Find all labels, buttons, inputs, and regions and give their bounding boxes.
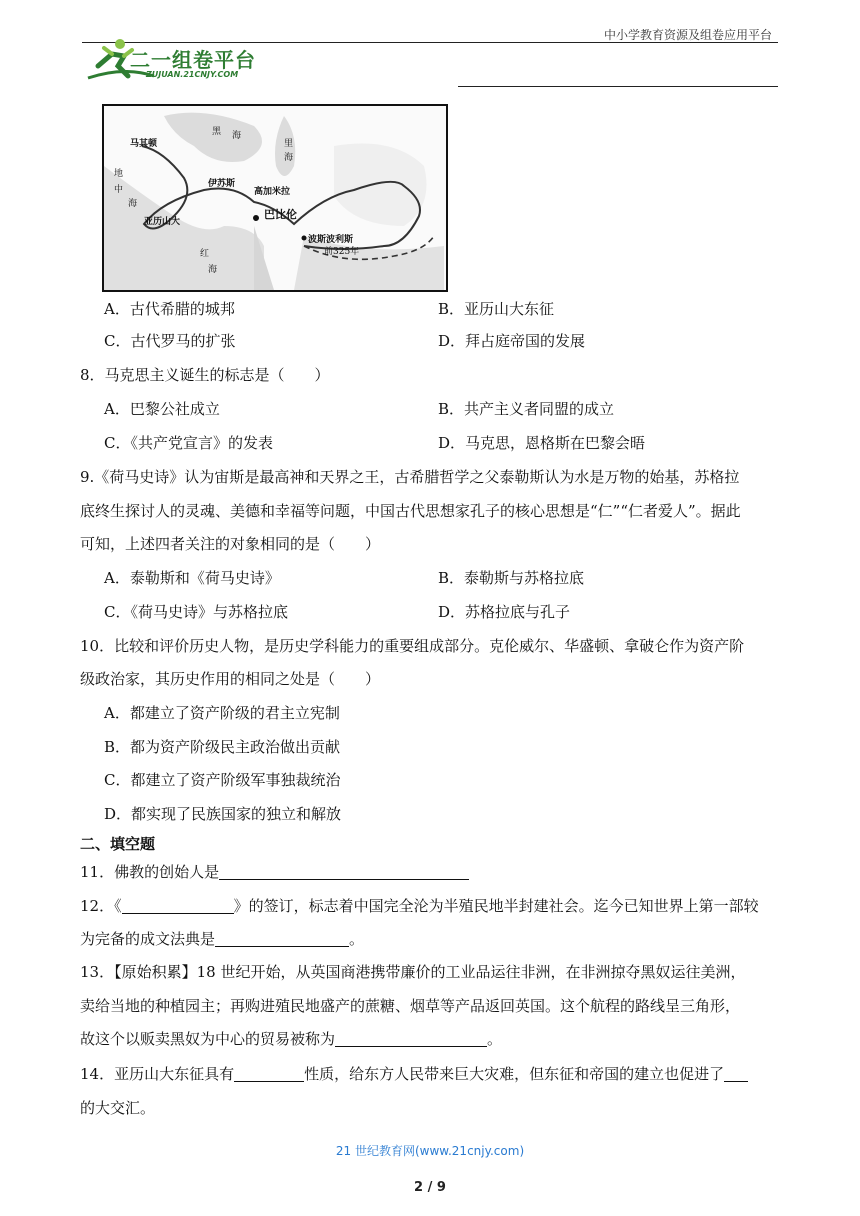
map-label-gaugamela: 高加米拉 (254, 187, 291, 197)
q7-option-a: A．古代希腊的城邦 (104, 300, 235, 318)
q7-option-b: B．亚历山大东征 (438, 300, 555, 318)
alexander-campaign-map (102, 104, 448, 292)
q10-line-2: 级政治家，其历史作用的相同之处是（ ） (80, 670, 381, 688)
map-label-sea: 海 (232, 131, 242, 141)
q7-option-c: C．古代罗马的扩张 (104, 332, 236, 350)
q7-option-d: D．拜占庭帝国的发展 (438, 332, 586, 350)
q8-option-a: A．巴黎公社成立 (104, 400, 220, 418)
q11 (80, 862, 469, 882)
q10-option-b: B．都为资产阶级民主政治做出贡献 (104, 738, 341, 756)
q13-line-3-text: 故这个以贩卖黑奴为中心的贸易被称为 (80, 1030, 336, 1048)
q13-line-1-rest: 18 世纪开始，从英国商港携带廉价的工业品运往非洲，在非洲掠夺黑奴运往美洲， (196, 963, 746, 981)
q10-line-1: 10．比较和评价历史人物，是历史学科能力的重要组成部分。克伦威尔、华盛顿、拿破仑作为资产阶 (80, 637, 745, 655)
q9-option-d: D．苏格拉底与孔子 (438, 603, 571, 621)
map-label-babylon: 巴比伦 (264, 208, 297, 221)
platform-name: 中小学教育资源及组卷应用平台 (603, 28, 772, 42)
q12-blank-2[interactable] (215, 931, 349, 947)
q14-mid: 性质，给东方人民带来巨大灾难，但东征和帝国的建立也促进了 (304, 1065, 725, 1083)
map-label-sea: 红 (200, 249, 210, 259)
q12-mid: 》的签订，标志着中国完全沦为半殖民地半封建社会。迄今已知世界上第一部较 (233, 897, 759, 915)
q10-option-a: A．都建立了资产阶级的君主立宪制 (104, 704, 340, 722)
q8-option-d: D．马克思，恩格斯在巴黎会晤 (438, 434, 646, 452)
q14-line-1 (80, 1064, 748, 1084)
logo-subtitle: ZUJUAN.21CNJY.COM (146, 70, 239, 79)
map-label-sea: 海 (128, 199, 138, 209)
q12-line-2 (80, 929, 364, 949)
map-label-year: 前325年 (324, 247, 360, 257)
q14-pre: 14．亚历山大东征具有 (80, 1065, 235, 1083)
map-label-issus: 伊苏斯 (208, 179, 236, 189)
q10-option-d: D．都实现了民族国家的独立和解放 (104, 805, 342, 823)
map-label-sea: 里 (284, 139, 294, 149)
map-label-macedonia: 马其顿 (130, 139, 158, 149)
footer-link[interactable]: 21 世纪教育网(www.21cnjy.com) (335, 1144, 525, 1158)
map-label-sea: 海 (208, 265, 218, 275)
q8-option-b: B．共产主义者同盟的成立 (438, 400, 615, 418)
q8-stem: 8．马克思主义诞生的标志是（ ） (80, 366, 330, 384)
q9-line-1: 9.《荷马史诗》认为宙斯是最高神和天界之王，古希腊哲学之父泰勒斯认为水是万物的始基，苏格拉 (80, 468, 740, 486)
q12-line-1 (80, 896, 759, 916)
logo-title: 二一组卷平台 (130, 48, 256, 72)
q13-line-2: 卖给当地的种植园主；再购进殖民地盛产的蔗糖、烟草等产品返回英国。这个航程的路线呈三角形， (80, 997, 741, 1015)
q9-line-2: 底终生探讨人的灵魂、美德和幸福等问题，中国古代思想家孔子的核心思想是“仁”“仁者爱人”。据此 (80, 502, 741, 520)
q14-blank-1[interactable] (234, 1066, 304, 1082)
q13-line-1 (80, 962, 745, 982)
q11-text: 11．佛教的创始人是 (80, 863, 220, 881)
map-label-sea: 中 (114, 185, 124, 195)
map-label-sea: 海 (284, 153, 294, 163)
q11-blank[interactable] (219, 864, 469, 880)
q14-line-2: 的大交汇。 (80, 1099, 156, 1117)
q8-option-c: C．《共产党宣言》的发表 (104, 434, 273, 452)
header-divider-2 (458, 86, 778, 87)
q13-num: 13． (80, 963, 115, 981)
page-number: 2 / 9 (414, 1180, 446, 1195)
q12-end: 。 (349, 930, 365, 948)
map-label-alexandria: 亚历山大 (144, 217, 181, 227)
map-label-sea: 地 (114, 169, 124, 179)
q12-pre: 12．《 (80, 897, 122, 915)
q12-line-2-text: 为完备的成文法典是 (80, 930, 216, 948)
q10-option-c: C．都建立了资产阶级军事独裁统治 (104, 771, 341, 789)
q9-option-b: B．泰勒斯与苏格拉底 (438, 569, 585, 587)
section-heading: 二、填空题 (80, 835, 156, 853)
q9-option-c: C．《荷马史诗》与苏格拉底 (104, 603, 288, 621)
q13-tag: 【原始积累】 (114, 963, 197, 981)
q13-line-3 (80, 1029, 502, 1049)
map-label-persepolis: 波斯波利斯 (308, 235, 354, 245)
q13-blank[interactable] (335, 1031, 487, 1047)
q13-end: 。 (487, 1030, 503, 1048)
q9-option-a: A．泰勒斯和《荷马史诗》 (104, 569, 280, 587)
q9-line-3: 可知，上述四者关注的对象相同的是（ ） (80, 535, 381, 553)
q12-blank-1[interactable] (122, 898, 234, 914)
map-label-sea: 黑 (212, 127, 222, 137)
q14-blank-2[interactable] (724, 1066, 748, 1082)
